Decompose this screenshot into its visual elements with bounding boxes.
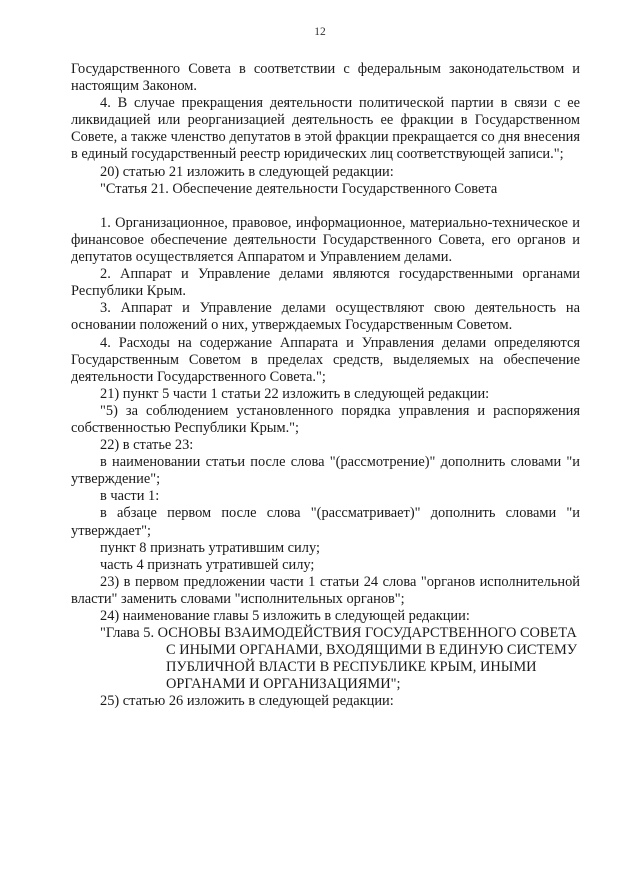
article-21-title: "Статья 21. Обеспечение деятельности Государственного Совета [100, 180, 498, 197]
blank-line [71, 198, 580, 215]
paragraph-amendment-25: 25) статью 26 изложить в следующей редакции: [100, 693, 394, 710]
article-21-item-1: 1. Организационное, правовое, информационное, материально-техническое и финансовое обеспечение деятельности Государственного Совета, его органов и депутатов осуществляется Аппаратом и Управлением делами. [71, 214, 580, 266]
page-number: 12 [314, 26, 326, 38]
paragraph-amendment-22-abzac: в абзаце первом после слова "(рассматривает)" дополнить словами "и утверждает"; [71, 505, 580, 539]
paragraph-amendment-23: 23) в первом предложении части 1 статьи 24 слова "органов исполнительной власти" заменить словами "исполнительных органов"; [71, 573, 580, 607]
paragraph-item-4: 4. В случае прекращения деятельности политической партии в связи с ее ликвидацией или реорганизацией деятельность ее фракции в Государственном Совете, а также членство депутатов в этой фракции прекращается со дня внесения в единый государственный реестр юридических лиц соответствующей записи."; [71, 95, 580, 163]
article-21-item-4: 4. Расходы на содержание Аппарата и Управления делами определяются Государственным Советом в пределах средств, выделяемых на обеспечение деятельности Государственного Совета."; [71, 334, 580, 385]
paragraph-amendment-22-part-4: часть 4 признать утратившей силу; [100, 556, 315, 573]
document-body [71, 61, 580, 711]
paragraph-amendment-22-part-1: в части 1: [100, 488, 160, 505]
paragraph-amendment-22: 22) в статье 23: [100, 437, 194, 454]
chapter-5-title: "Глава 5. ОСНОВЫ ВЗАИМОДЕЙСТВИЯ ГОСУДАРСТВЕННОГО СОВЕТА С ИНЫМИ ОРГАНАМИ, ВХОДЯЩИМИ В ЕДИНУЮ СИСТЕМУ ПУБЛИЧНОЙ ВЛАСТИ В РЕСПУБЛИКЕ КРЫМ, ИНЫМИ ОРГАНАМИ И ОРГАНИЗАЦИЯМИ"; [100, 625, 578, 693]
article-21-item-3: 3. Аппарат и Управление делами осуществляют свою деятельность на основании положений о них, утверждаемых Государственным Советом. [71, 300, 580, 334]
paragraph-continuation: Государственного Совета в соответствии с федеральным законодательством и настоящим Законом. [71, 61, 580, 95]
paragraph-amendment-24: 24) наименование главы 5 изложить в следующей редакции: [100, 608, 470, 624]
article-21-item-2: 2. Аппарат и Управление делами являются государственными органами Республики Крым. [71, 266, 580, 300]
paragraph-amendment-22-title: в наименовании статьи после слова "(рассмотрение)" дополнить словами "и утверждение"; [71, 454, 580, 488]
paragraph-amendment-21-text: "5) за соблюдением установленного порядка управления и распоряжения собственностью Республики Крым."; [71, 402, 580, 436]
paragraph-amendment-20: 20) статью 21 изложить в следующей редакции: [100, 163, 394, 180]
paragraph-amendment-21: 21) пункт 5 части 1 статьи 22 изложить в следующей редакции: [100, 385, 490, 402]
paragraph-amendment-22-item-8: пункт 8 признать утратившим силу; [100, 539, 320, 556]
